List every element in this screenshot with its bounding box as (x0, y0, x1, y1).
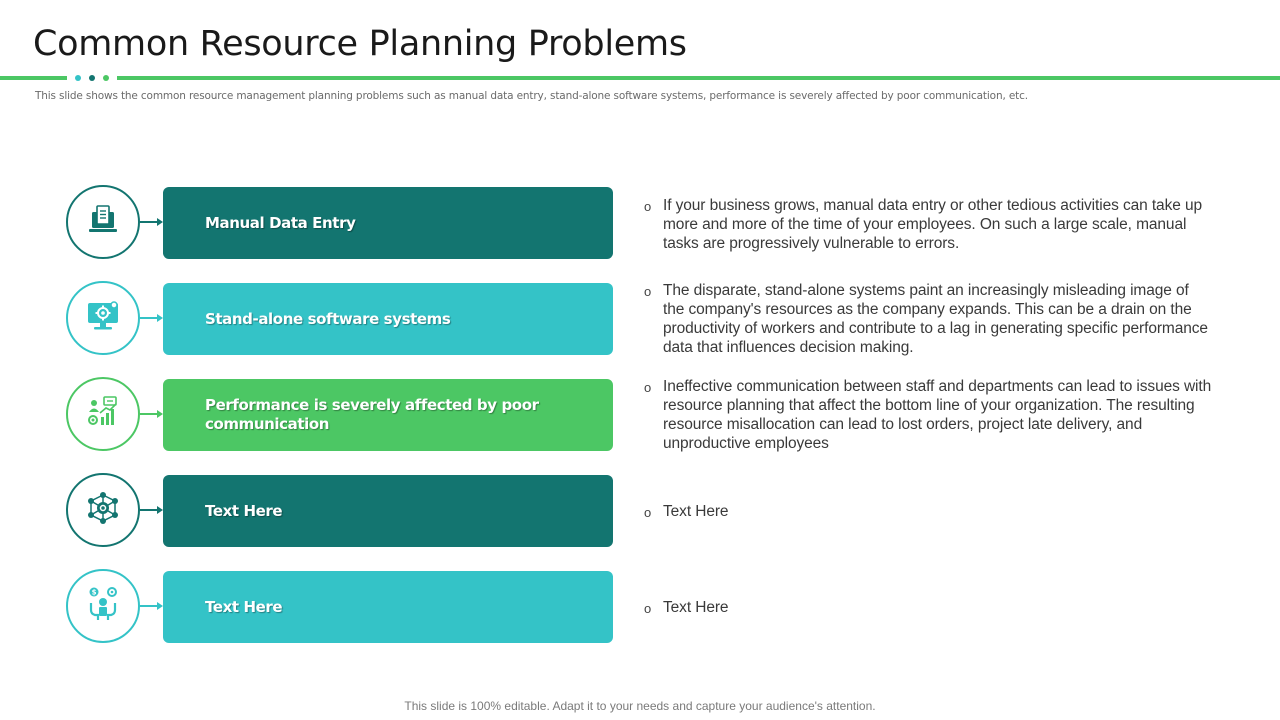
bullet-icon: o (644, 199, 652, 214)
footer-note: This slide is 100% editable. Adapt it to your needs and capture your audience's attention. (404, 699, 876, 713)
icon-circle (66, 569, 140, 643)
monitor-gear-icon (85, 299, 121, 338)
problem-label: Manual Data Entry (205, 213, 356, 232)
network-gear-icon (85, 491, 121, 530)
problem-description: o Text Here (644, 599, 729, 616)
problem-bar (163, 187, 613, 259)
problem-row-5 (0, 571, 1280, 643)
problem-row-4 (0, 475, 1280, 547)
bullet-icon: o (644, 505, 652, 520)
problem-label: Performance is severely affected by poor communication (205, 396, 539, 433)
bullet-icon: o (644, 601, 652, 616)
problem-bar (163, 475, 613, 547)
document-monitor-icon (86, 203, 120, 242)
bullet-icon: o (644, 380, 652, 395)
problem-row-poor-communication (0, 379, 1280, 451)
svg-text:$: $ (91, 588, 97, 596)
problem-bar (163, 571, 613, 643)
accent-dot (103, 75, 109, 81)
title-underline (0, 76, 1280, 80)
icon-circle (66, 377, 140, 451)
icon-circle (66, 281, 140, 355)
problem-bar (163, 379, 613, 451)
problem-description: o Text Here (644, 503, 729, 520)
accent-dot (89, 75, 95, 81)
problem-label: Stand-alone software systems (205, 309, 451, 328)
problem-description: o If your business grows, manual data entry or other tedious activities can take up more and more of the time of your employees. On such a large scale, manual tasks are progressively vulnerable to errors. (644, 197, 1202, 252)
accent-dot (75, 75, 81, 81)
problem-bar (163, 283, 613, 355)
slide-subtitle: This slide shows the common resource management planning problems such as manual data entry, stand-alone software systems, performance is severely affected by poor communication, etc. (35, 90, 1028, 102)
problem-row-manual-data-entry (0, 187, 1280, 259)
icon-circle (66, 185, 140, 259)
problem-description: o Ineffective communication between staff and departments can lead to issues with resource planning that affect the bottom line of your organization. The resulting resource misallocation can lead to lost orders, project late delivery, and unproductive employees (644, 378, 1212, 452)
problem-label: Text Here (205, 501, 283, 520)
problem-label: Text Here (205, 597, 283, 616)
bullet-icon: o (644, 284, 652, 299)
problem-description: o The disparate, stand-alone systems paint an increasingly misleading image of the company's resources as the company expands. This can be a drain on the productivity of workers and contribute to a lag in generating specific performance data that influences decision making. (644, 282, 1208, 356)
analytics-people-icon (85, 395, 121, 434)
slide-title: Common Resource Planning Problems (33, 24, 687, 64)
hand-money-gear-icon (85, 586, 121, 627)
icon-circle (66, 473, 140, 547)
problem-row-standalone-systems (0, 283, 1280, 355)
